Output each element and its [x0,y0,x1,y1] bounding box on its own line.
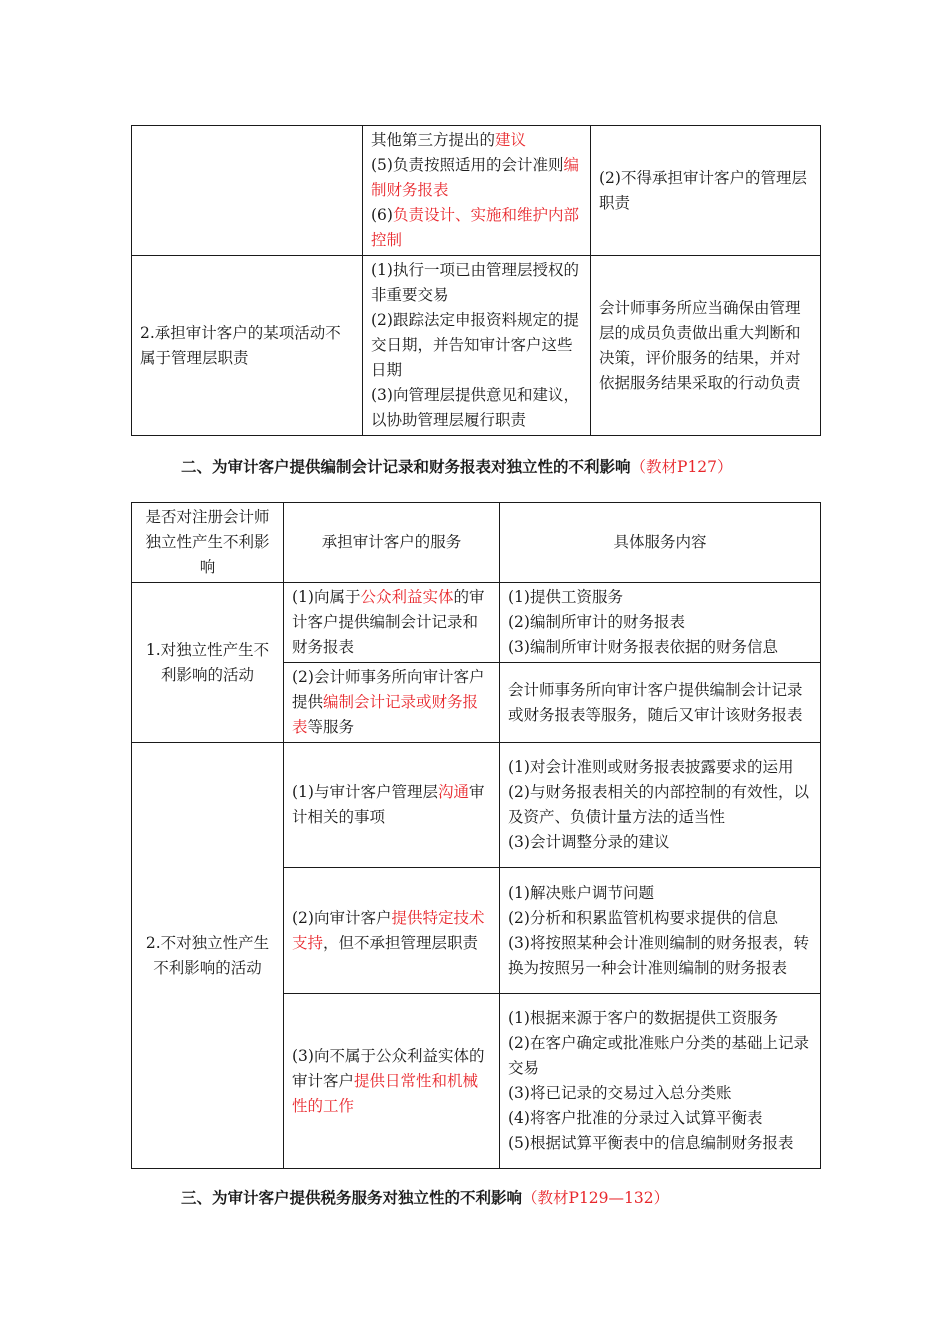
textbook-reference: （教材P127） [630,458,733,476]
text: (2)会计师事务所向审计客户提供 [292,668,485,711]
table-1-r1-c3: (2)不得承担审计客户的管理层职责 [591,126,821,256]
line: (2)跟踪法定申报资料规定的提交日期，并告知审计客户这些日期 [371,311,579,379]
highlight-text: 编制财务报表 [371,156,579,199]
highlight-text: 公众利益实体 [360,588,454,606]
table-1-r2-c2 [363,256,591,436]
section-heading-2 [181,455,733,477]
text: (3)向不属于公众利益实体的审计客户 [292,1046,485,1090]
line: (1)执行一项已由管理层授权的非重要交易 [371,261,579,304]
text: (2)向审计客户 [292,908,392,927]
content-line: (1)对会计准则或财务报表披露要求的运用 [508,758,794,776]
content-line: (1)根据来源于客户的数据提供工资服务 [508,1009,778,1027]
section-heading-3 [181,1186,669,1208]
highlight-text: 提供特定技术支持 [292,908,485,952]
heading-text: 二、为审计客户提供编制会计记录和财务报表对独立性的不利影响 [181,458,631,476]
line [371,203,582,253]
content-cell [500,868,821,994]
group-2-label: 2.不对独立性产生不利影响的活动 [132,743,284,1169]
content-line: (3)将已记录的交易过入总分类账 [508,1084,732,1102]
content-cell [500,994,821,1169]
highlight-text: 提供日常性和机械性的工作 [292,1071,479,1115]
table-1-r2-c1: 2.承担审计客户的某项活动不属于管理层职责 [132,256,363,436]
service-cell [284,663,500,743]
header-impact: 是否对注册会计师独立性产生不利影响 [132,503,284,583]
table-2-header-row [132,503,821,583]
service-cell [284,583,500,663]
table-2 [131,502,821,1169]
content-line: (2)分析和积累监管机构要求提供的信息 [508,908,778,927]
service-cell [284,868,500,994]
service-cell [284,743,500,868]
content-line: (2)在客户确定或批准账户分类的基础上记录交易 [508,1034,809,1077]
content-line: (3)会计调整分录的建议 [508,833,670,851]
header-service: 承担审计客户的服务 [284,503,500,583]
table-row [132,743,821,868]
table-1-r1-c2 [363,126,591,256]
table-1 [131,125,821,436]
content-line: (2)与财务报表相关的内部控制的有效性，以及资产、负债计量方法的适当性 [508,783,809,826]
content-line: (1)提供工资服务 [508,588,623,606]
content-line: 会计师事务所向审计客户提供编制会计记录或财务报表等服务，随后又审计该财务报表 [508,680,803,724]
text: 的审计客户提供编制会计记录和财务报表 [292,588,485,656]
content-line: (2)编制所审计的财务报表 [508,613,685,631]
textbook-reference: （教材P129—132） [522,1189,670,1207]
line [371,128,582,153]
group-1-label: 1.对独立性产生不利影响的活动 [132,583,284,743]
content-cell [500,663,821,743]
text: 审计相关的事项 [292,783,485,826]
table-row [132,583,821,663]
table-1-r2-c3: 会计师事务所应当确保由管理层的成员负责做出重大判断和决策，评价服务的结果，并对依据服务结果采取的行动负责 [591,256,821,436]
content-line: (5)根据试算平衡表中的信息编制财务报表 [508,1134,794,1152]
content-line: (3)编制所审计财务报表依据的财务信息 [508,638,778,656]
highlight-text: 负责设计、实施和维护内部控制 [371,206,579,249]
table-1-r1-c1 [132,126,363,256]
text: 其他第三方提出的 [371,131,496,149]
content-line: (1)解决账户调节问题 [508,883,654,902]
text: (5)负责按照适用的会计准则 [371,156,564,174]
table-1-row-2 [132,256,821,436]
highlight-text: 沟通 [437,783,469,801]
heading-text: 三、为审计客户提供税务服务对独立性的不利影响 [181,1189,523,1207]
header-content: 具体服务内容 [500,503,821,583]
line [371,153,582,203]
highlight-text: 建议 [495,131,527,149]
text: 等服务 [307,718,355,736]
service-cell [284,994,500,1169]
text: (1)向属于 [292,588,361,606]
content-cell [500,583,821,663]
table-1-row-1 [132,126,821,256]
text: (1)与审计客户管理层 [292,783,438,801]
content-line: (4)将客户批准的分录过入试算平衡表 [508,1109,763,1127]
line: (3)向管理层提供意见和建议，以协助管理层履行职责 [371,386,579,429]
text: ，但不承担管理层职责 [323,933,479,952]
content-cell [500,743,821,868]
highlight-text: 编制会计记录或财务报表 [292,693,479,736]
content-line: (3)将按照某种会计准则编制的财务报表，转换为按照另一种会计准则编制的财务报表 [508,933,809,977]
text: (6) [371,206,393,224]
